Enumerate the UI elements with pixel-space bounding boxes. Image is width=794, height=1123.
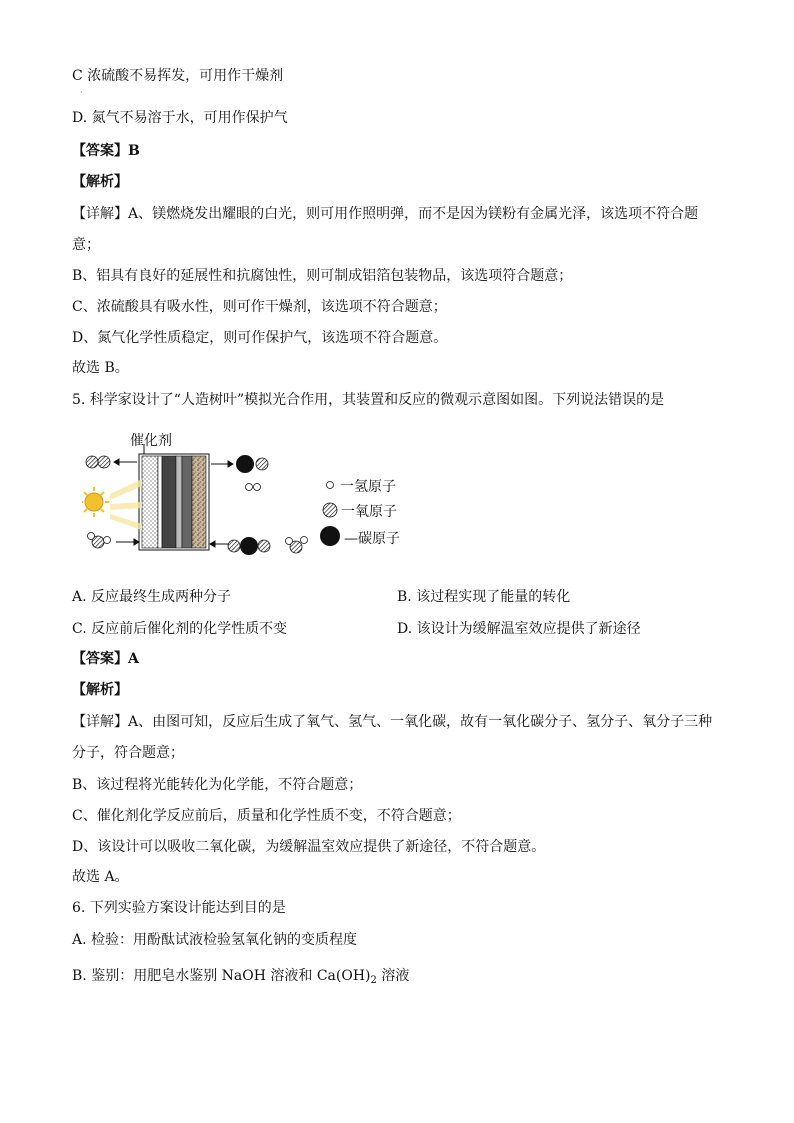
line-2: D. 氮气不易溶于水，可用作保护气 [72, 110, 288, 126]
hydrogen-molecule [246, 484, 261, 491]
legend-hydrogen-label: 一氢原子 [340, 479, 396, 495]
subscript-2: 2 [370, 975, 377, 986]
q6-option-a: A. 检验：用酚酞试液检验氢氧化钠的变质程度 [72, 932, 358, 948]
sun-icon [82, 487, 109, 517]
detail-line-9: C、催化剂化学反应前后，质量和化学性质不变，不符合题意； [72, 808, 461, 824]
q6-option-b-text: B. 鉴别：用肥皂水鉴别 NaOH 溶液和 Ca(OH) [72, 968, 371, 984]
carbon-monoxide-molecule [236, 455, 268, 473]
option-c: C. 反应前后催化剂的化学性质不变 [72, 621, 288, 637]
question-5: 5. 科学家设计了“人造树叶”模拟光合作用，其装置和反应的微观示意图如图。下列说法错误的是 [72, 392, 665, 408]
carbon-dioxide-molecule [228, 537, 270, 555]
oxygen-molecule-output [86, 456, 110, 468]
arrow-into-device-right [210, 541, 230, 547]
water-molecule-left [88, 533, 111, 549]
option-b: B. 该过程实现了能量的转化 [397, 589, 571, 605]
mid-layer [176, 456, 182, 548]
arrow-left-top [114, 459, 137, 465]
question-6: 6. 下列实验方案设计能达到目的是 [72, 900, 286, 916]
q6-option-b [72, 966, 409, 991]
stray-dot: · [80, 88, 83, 97]
answer-label-1: 【答案】B [72, 143, 140, 159]
detail-line-10: D、该设计可以吸收二氧化碳，为缓解温室效应提供了新途径，不符合题意。 [72, 839, 546, 855]
line-1: C 浓硫酸不易挥发，可用作干燥剂 [72, 68, 284, 84]
legend-oxygen-symbol [323, 503, 337, 517]
dark-layer-1 [162, 456, 176, 548]
conclusion-1: 故选 B。 [72, 360, 129, 376]
q6-option-b-tail: 溶液 [376, 968, 410, 984]
option-d: D. 该设计为缓解温室效应提供了新途径 [397, 621, 641, 637]
catalyst-label: 催化剂 [130, 433, 172, 449]
detail-line-7: 分子，符合题意； [72, 745, 184, 761]
dark-layer-2 [182, 456, 192, 548]
dotted-layer [142, 456, 158, 548]
conclusion-2: 故选 A。 [72, 869, 129, 885]
legend-hydrogen-symbol [327, 482, 334, 489]
detail-line-1: 【详解】A、镁燃烧发出耀眼的白光，则可用作照明弹，而不是因为镁粉有金属光泽，该选项不符合题 [72, 206, 699, 222]
detail-line-6: 【详解】A、由图可知，反应后生成了氧气、氢气、一氧化碳，故有一氧化碳分子、氢分子、氧分子三种 [72, 714, 713, 730]
option-a: A. 反应最终生成两种分子 [72, 589, 232, 605]
analysis-label-2: 【解析】 [72, 682, 128, 698]
speckle-layer [192, 456, 206, 548]
detail-line-5: D、氮气化学性质稳定，则可作保护气，该选项不符合题意。 [72, 330, 448, 346]
arrow-right-top [211, 461, 233, 467]
analysis-label-1: 【解析】 [72, 174, 128, 190]
water-molecule-right [286, 537, 308, 554]
white-layer [158, 456, 162, 548]
arrow-into-device-left [116, 539, 139, 545]
legend-oxygen-label: 一氧原子 [341, 504, 397, 520]
legend-carbon-symbol [320, 526, 340, 546]
detail-line-4: C、浓硫酸具有吸水性，则可作干燥剂，该选项不符合题意； [72, 299, 447, 315]
detail-line-3: B、铝具有良好的延展性和抗腐蚀性，则可制成铝箔包装物品，该选项符合题意； [72, 268, 573, 284]
detail-line-2: 意； [72, 237, 100, 253]
detail-line-8: B、该过程将光能转化为化学能，不符合题意； [72, 777, 363, 793]
legend-carbon-label: —碳原子 [344, 531, 400, 547]
answer-label-2: 【答案】A [72, 651, 139, 667]
light-rays [110, 479, 142, 500]
